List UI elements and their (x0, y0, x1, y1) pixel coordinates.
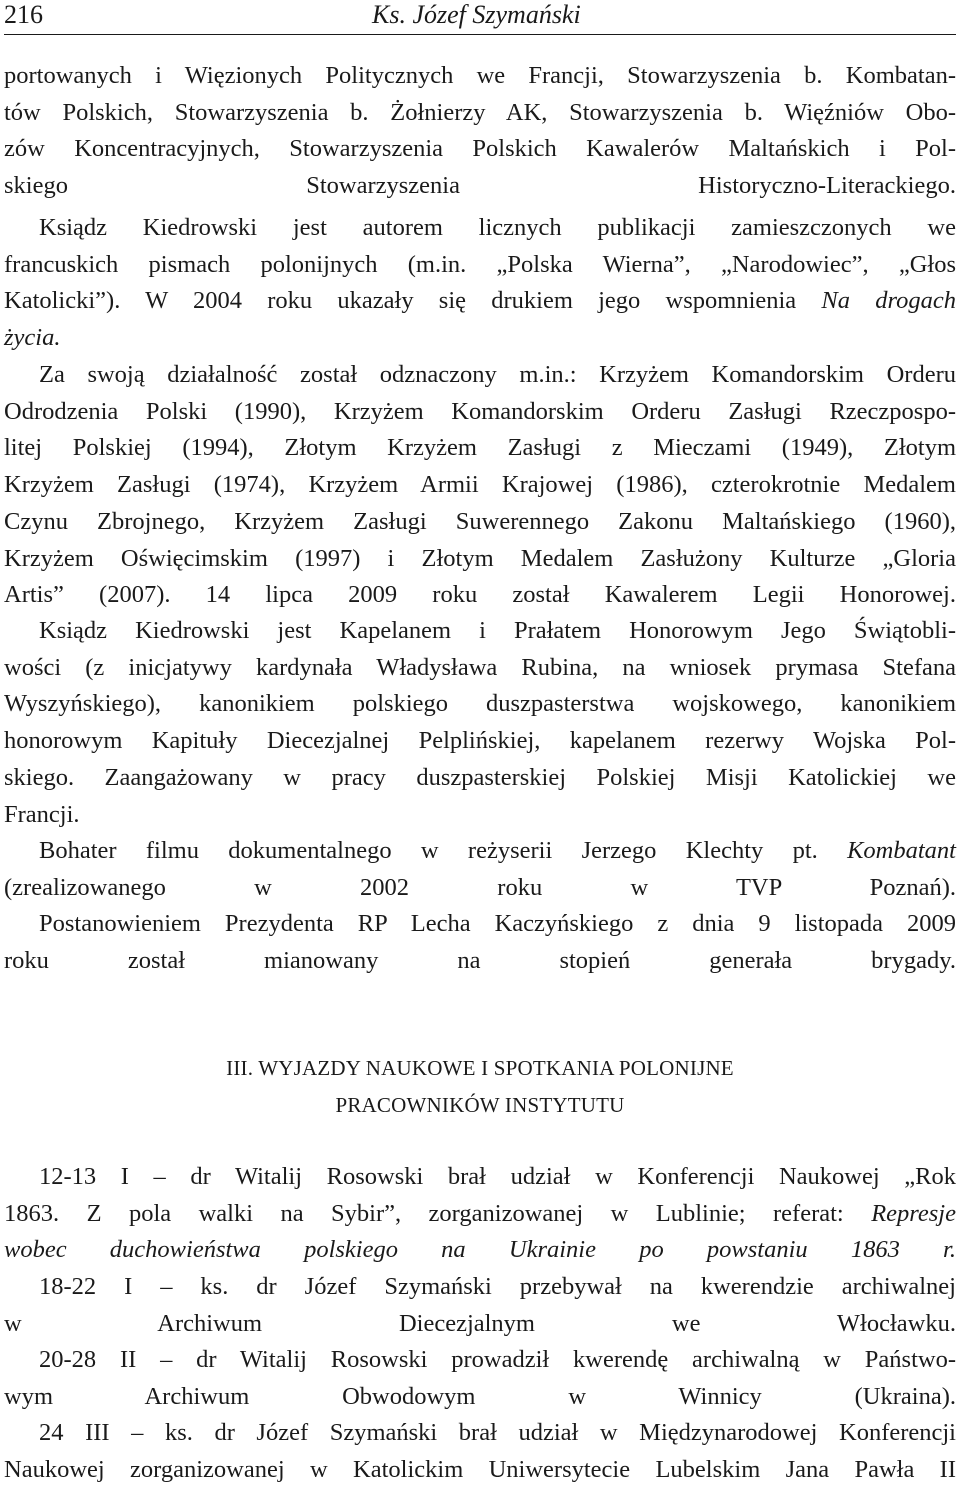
text-line (4, 833, 956, 870)
text-run: Bohater filmu dokumentalnego w reżyserii Jerzego Klechty pt. (39, 837, 848, 864)
text-line: Wyszyńskiego), kanonikiem polskiego duszpasterstwa wojskowego, kanonikiem (4, 690, 956, 718)
paper-title-italic: Represje (871, 1199, 956, 1227)
text-line: zów Koncentracyjnych, Stowarzyszenia Polskich Kawalerów Maltańskich i Pol- (4, 135, 956, 163)
page-number: 216 (4, 0, 43, 29)
paragraph-promotion (4, 906, 956, 979)
text-line: litej Polskiej (1994), Złotym Krzyżem Zasługi z Mieczami (1949), Złotym (4, 434, 956, 462)
text-line: skiego Stowarzyszenia Historyczno-Literackiego. (4, 172, 956, 200)
text-line: skiego. Zaangażowany w pracy duszpasterskiej Polskiej Misji Katolickiej we (4, 763, 956, 791)
text-line: Odrodzenia Polski (1990), Krzyżem Komandorskim Orderu Zasługi Rzeczpospo- (4, 397, 956, 425)
text-line: Krzyżem Zasługi (1974), Krzyżem Armii Krajowej (1986), czterokrotnie Medalem (4, 471, 956, 499)
text-line: Za swoją działalność został odznaczony m.in.: Krzyżem Komandorskim Orderu (39, 361, 956, 388)
text-line: wości (z inicjatywy kardynała Władysława Rubina, na wniosek prymasa Stefana (4, 653, 956, 681)
text-line: wym Archiwum Obwodowym w Winnicy (Ukraina). (4, 1382, 956, 1410)
paragraph-organizations (4, 58, 956, 205)
paragraph-chaplain (4, 613, 956, 833)
text-line: Francji. (4, 800, 80, 828)
text-line: Artis” (2007). 14 lipca 2009 roku został Kawalerem Legii Honorowej. (4, 581, 956, 609)
running-title: Ks. Józef Szymański (372, 0, 581, 29)
section-heading-line: III. WYJAZDY NAUKOWE I SPOTKANIA POLONIJNE (226, 1056, 734, 1080)
text-line (4, 283, 956, 320)
text-line: Ksiądz Kiedrowski jest autorem licznych publikacji zamieszczonych we (39, 214, 956, 241)
paragraph-awards (4, 357, 956, 614)
text-line: Naukowej zorganizowanej w Katolickim Uniwersytecie Lubelskim Jana Pawła II (4, 1455, 956, 1483)
page-header (4, 0, 956, 34)
text-line: Krzyżem Oświęcimskim (1997) i Złotym Medalem Zasłużony Kulturze „Gloria (4, 544, 956, 572)
text-line: 20-28 II – dr Witalij Rosowski prowadził kwerendę archiwalną w Państwo- (39, 1346, 956, 1373)
text-line: Postanowieniem Prezydenta RP Lecha Kaczyńskiego z dnia 9 listopada 2009 (39, 910, 956, 937)
paragraph-film (4, 833, 956, 906)
section-heading (4, 1050, 956, 1124)
book-title-italic-cont: życia. (4, 324, 61, 352)
text-line: (zrealizowanego w 2002 roku w TVP Poznań). (4, 873, 956, 901)
book-title-italic: Na drogach (821, 287, 956, 315)
text-line: Ksiądz Kiedrowski jest Kapelanem i Prałatem Honorowym Jego Świątobli- (39, 617, 956, 644)
entry-18-22-I (4, 1269, 956, 1342)
paper-title-italic-cont: wobec duchowieństwa polskiego na Ukrainie po powstaniu 1863 r. (4, 1236, 956, 1264)
text-line: roku został mianowany na stopień generała brygady. (4, 946, 956, 974)
entry-20-28-II (4, 1342, 956, 1415)
entry-12-13-I (4, 1159, 956, 1269)
text-line: portowanych i Więzionych Politycznych we Francji, Stowarzyszenia b. Kombatan- (4, 62, 956, 89)
text-line: honorowym Kapituły Diecezjalnej Pelplińskiej, kapelanem rezerwy Wojska Pol- (4, 727, 956, 755)
text-line (4, 1196, 956, 1233)
paragraph-publications (4, 210, 956, 357)
text-line: Czynu Zbrojnego, Krzyżem Zasługi Suwerennego Zakonu Maltańskiego (1960), (4, 507, 956, 535)
film-title-italic: Kombatant (847, 837, 956, 864)
text-line: 24 III – ks. dr Józef Szymański brał udział w Międzynarodowej Konferencji (39, 1419, 956, 1446)
text-line: tów Polskich, Stowarzyszenia b. Żołnierzy AK, Stowarzyszenia b. Więźniów Obo- (4, 98, 956, 126)
text-run: Katolicki”). W 2004 roku ukazały się drukiem jego wspomnienia (4, 287, 822, 315)
header-rule (4, 34, 956, 35)
text-run: 1863. Z pola walki na Sybir”, zorganizowanej w Lublinie; referat: (4, 1199, 872, 1227)
text-line: francuskich pismach polonijnych (m.in. „Polska Wierna”, „Narodowiec”, „Głos (4, 250, 956, 278)
text-line: 18-22 I – ks. dr Józef Szymański przebywał na kwerendzie archiwalnej (39, 1273, 956, 1300)
text-line: w Archiwum Diecezjalnym we Włocławku. (4, 1309, 956, 1337)
text-line: 12-13 I – dr Witalij Rosowski brał udział w Konferencji Naukowej „Rok (39, 1163, 956, 1190)
entry-24-III (4, 1415, 956, 1488)
section-heading-line: PRACOWNIKÓW INSTYTUTU (335, 1093, 625, 1117)
